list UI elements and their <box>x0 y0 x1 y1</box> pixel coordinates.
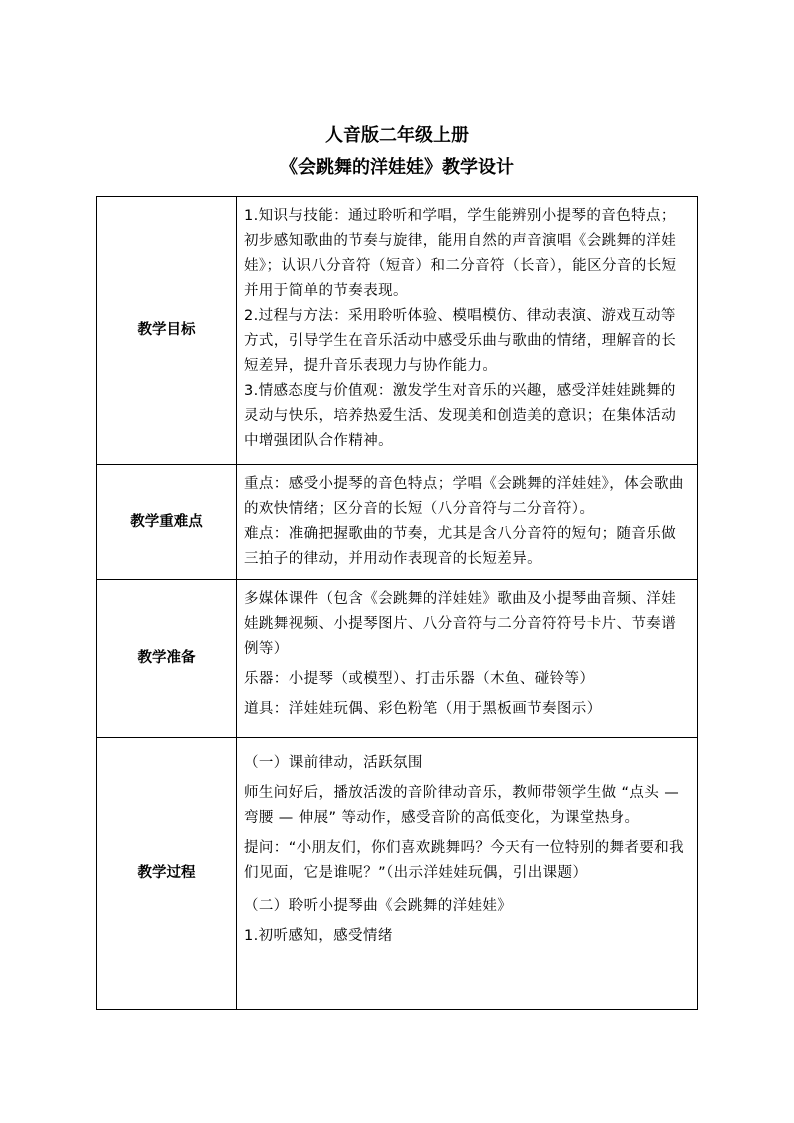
preparation-paragraph-1: 多媒体课件（包含《会跳舞的洋娃娃》歌曲及小提琴曲音频、洋娃娃跳舞视频、小提琴图片、八分音符与二分音符符号卡片、节奏谱例等） <box>244 591 677 657</box>
objectives-row <box>97 197 698 465</box>
process-paragraph-3: 提问：“小朋友们，你们喜欢跳舞吗？今天有一位特别的舞者要和我们见面，它是谁呢？”（出示洋娃娃玩偶，引出课题） <box>244 840 685 881</box>
process-paragraph-2: 师生问好后，播放活泼的音阶律动音乐，教师带领学生做 “点头 — 弯腰 — 伸展” 等动作，感受音阶的高低变化，为课堂热身。 <box>244 785 680 826</box>
key-points-row <box>97 465 698 580</box>
objectives-paragraph-1: 1.知识与技能：通过聆听和学唱，学生能辨别小提琴的音色特点；初步感知歌曲的节奏与旋律，能用自然的声音演唱《会跳舞的洋娃娃》；认识八分音符（短音）和二分音符（长音），能区分音的长短并用于简单的节奏表现。 <box>244 208 677 299</box>
process-paragraph-4: （二）聆听小提琴曲《会跳舞的洋娃娃》 <box>244 898 513 914</box>
document-title-line-1: 人音版二年级上册 <box>325 125 469 146</box>
preparation-row <box>97 580 698 738</box>
preparation-paragraph-3: 道具：洋娃娃玩偶、彩色粉笔（用于黑板画节奏图示） <box>244 701 602 717</box>
process-content <box>237 738 698 1010</box>
objectives-content <box>237 197 698 465</box>
objectives-label: 教学目标 <box>97 197 237 465</box>
key-points-label: 教学重难点 <box>97 465 237 580</box>
preparation-paragraph-2: 乐器：小提琴（或模型）、打击乐器（木鱼、碰铃等） <box>244 671 595 687</box>
lesson-plan-table <box>96 196 698 1010</box>
process-row <box>97 738 698 1010</box>
objectives-paragraph-3: 3.情感态度与价值观：激发学生对音乐的兴趣，感受洋娃娃跳舞的灵动与快乐，培养热爱生活、发现美和创造美的意识；在集体活动中增强团队合作精神。 <box>244 383 677 449</box>
preparation-label: 教学准备 <box>97 580 237 738</box>
process-paragraph-1: （一）课前律动，活跃氛围 <box>244 755 423 771</box>
objectives-paragraph-2: 2.过程与方法：采用聆听体验、模唱模仿、律动表演、游戏互动等方式，引导学生在音乐活动中感受乐曲与歌曲的情绪，理解音的长短差异，提升音乐表现力与协作能力。 <box>244 308 677 374</box>
process-label: 教学过程 <box>97 738 237 1010</box>
key-points-content <box>237 465 698 580</box>
process-paragraph-5: 1.初听感知，感受情绪 <box>244 928 393 944</box>
key-points-paragraph-1: 重点：感受小提琴的音色特点；学唱《会跳舞的洋娃娃》，体会歌曲的欢快情绪；区分音的长短（八分音符与二分音符）。 <box>244 476 684 517</box>
preparation-content <box>237 580 698 738</box>
key-points-paragraph-2: 难点：准确把握歌曲的节奏，尤其是含八分音符的短句；随音乐做三拍子的律动，并用动作表现音的长短差异。 <box>244 526 677 567</box>
document-title-line-2: 《会跳舞的洋娃娃》教学设计 <box>280 157 514 178</box>
